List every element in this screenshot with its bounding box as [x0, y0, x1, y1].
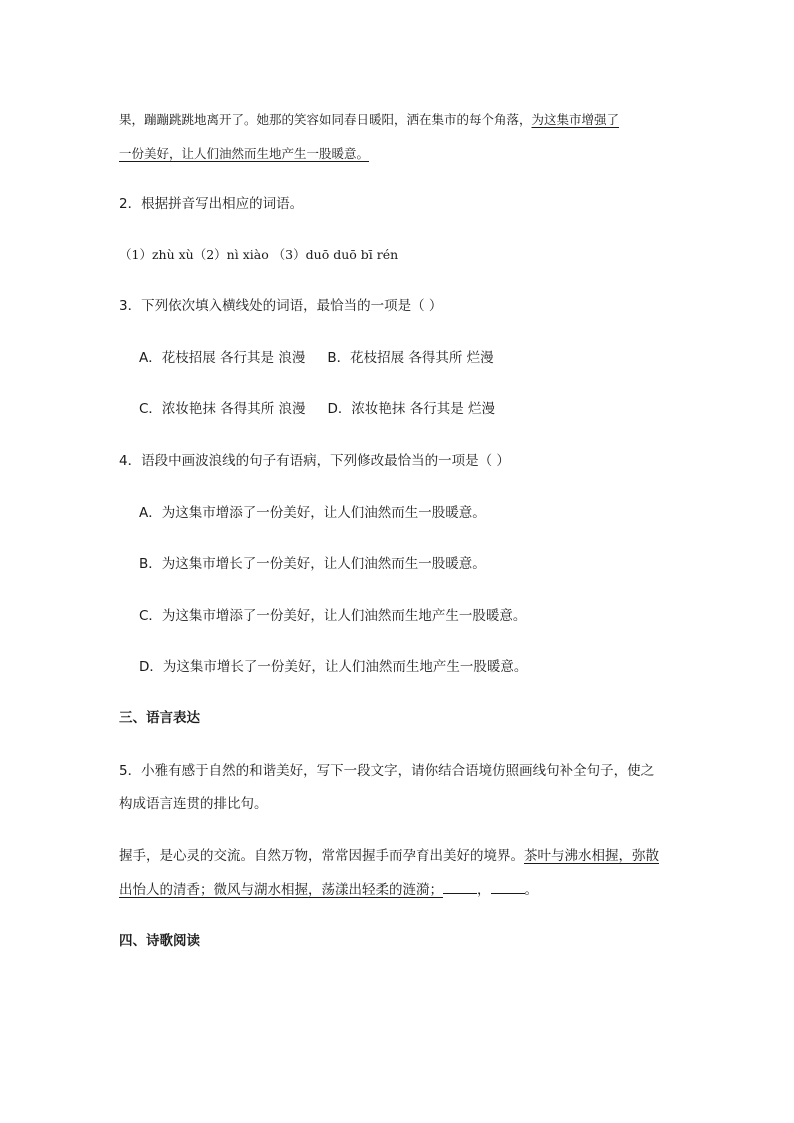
question-2-pinyin: （1）zhù xù（2）nì xiào （3）duō duō bī rén: [119, 247, 399, 262]
wavy-underlined-sentence: 一份美好，让人们油然而生地产生一股暖意。: [119, 146, 370, 161]
question-5-stem-line-1: 5．小雅有感于自然的和谐美好，写下一段文字，请你结合语境仿照画线句补全句子，使之: [119, 763, 655, 779]
option-c: C．为这集市增添了一份美好，让人们油然而生地产生一股暖意。: [139, 608, 527, 624]
option-d: D．浓妆艳抹 各行其是 烂漫: [327, 401, 495, 417]
underlined-sentence: 出怡人的清香；微风与湖水相握，荡漾出轻柔的涟漪；: [119, 882, 443, 898]
underlined-sentence: 茶叶与沸水相握，弥散: [524, 848, 659, 864]
option-d: D．为这集市增长了一份美好，让人们油然而生地产生一股暖意。: [139, 659, 528, 675]
option-b: B．花枝招展 各得其所 烂漫: [327, 350, 494, 366]
question-3-stem: 3．下列依次填入横线处的词语，最恰当的一项是（ ）: [119, 298, 443, 314]
question-3-options-row-1: [139, 348, 494, 368]
question-2-stem: 2．根据拼音写出相应的词语。: [119, 196, 304, 212]
section-heading: 三、语言表达: [119, 710, 200, 726]
option-a: A．为这集市增添了一份美好，让人们油然而生一股暖意。: [139, 505, 486, 521]
question-5-paragraph-line-2: [119, 879, 538, 900]
passage-text: 果，蹦蹦跳跳地离开了。她那的笑容如同春日暖阳，洒在集市的每个角落，: [119, 112, 532, 127]
paragraph-text: 握手，是心灵的交流。自然万物，常常因握手而孕育出美好的境界。: [119, 848, 524, 864]
question-4-stem: 4．语段中画波浪线的句子有语病，下列修改最恰当的一项是（ ）: [119, 453, 510, 469]
passage-line-2: [119, 144, 369, 164]
option-c: C．浓妆艳抹 各得其所 浪漫: [139, 401, 306, 417]
sentence-end: 。: [524, 882, 538, 898]
question-5-stem-line-2: 构成语言连贯的排比句。: [119, 796, 268, 812]
option-a: A．花枝招展 各行其是 浪漫: [139, 350, 306, 366]
question-5-paragraph-line-1: [119, 846, 659, 866]
section-heading: 四、诗歌阅读: [119, 933, 200, 949]
separator: ，: [477, 882, 491, 898]
passage-line-1: [119, 110, 619, 130]
answer-blank-1[interactable]: [443, 879, 477, 894]
question-3-options-row-2: [139, 399, 495, 419]
option-b: B．为这集市增长了一份美好，让人们油然而生一股暖意。: [139, 556, 486, 572]
answer-blank-2[interactable]: [491, 879, 525, 894]
wavy-underlined-sentence: 为这集市增强了: [531, 112, 620, 127]
